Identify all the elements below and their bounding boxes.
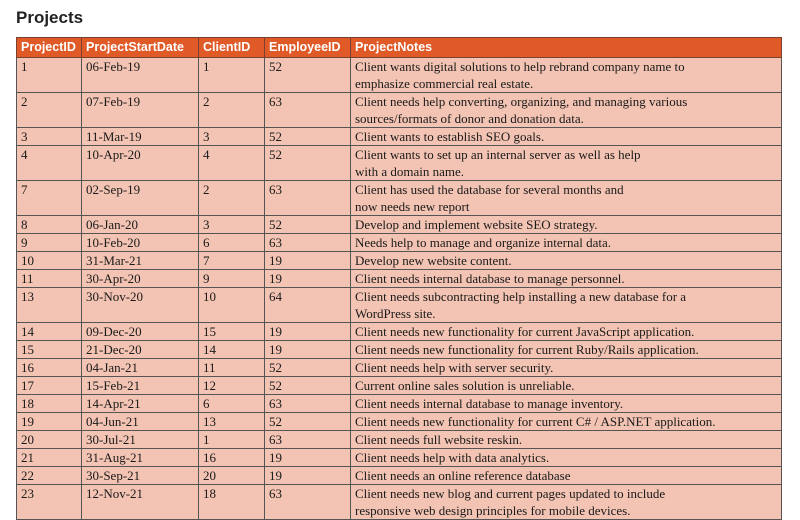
cell-project-notes: Client needs new functionality for current JavaScript application. xyxy=(351,323,782,341)
table-row xyxy=(17,270,782,288)
cell-client-id: 2 xyxy=(199,181,265,216)
cell-project-notes: Needs help to manage and organize internal data. xyxy=(351,234,782,252)
table-row xyxy=(17,181,782,216)
table-row xyxy=(17,288,782,323)
table-row xyxy=(17,449,782,467)
cell-client-id: 3 xyxy=(199,128,265,146)
cell-project-notes: Client needs subcontracting help installing a new database for a WordPress site. xyxy=(351,288,782,323)
cell-project-id: 21 xyxy=(17,449,82,467)
cell-employee-id: 63 xyxy=(265,181,351,216)
cell-employee-id: 52 xyxy=(265,359,351,377)
cell-project-notes: Client needs help with data analytics. xyxy=(351,449,782,467)
cell-client-id: 3 xyxy=(199,216,265,234)
cell-client-id: 10 xyxy=(199,288,265,323)
cell-project-notes: Client needs help converting, organizing, and managing various sources/formats of donor and donation data. xyxy=(351,93,782,128)
cell-employee-id: 52 xyxy=(265,128,351,146)
table-row xyxy=(17,58,782,93)
cell-client-id: 6 xyxy=(199,395,265,413)
cell-project-start-date: 14-Apr-21 xyxy=(82,395,199,413)
cell-client-id: 11 xyxy=(199,359,265,377)
cell-project-id: 8 xyxy=(17,216,82,234)
cell-project-id: 16 xyxy=(17,359,82,377)
cell-project-start-date: 15-Feb-21 xyxy=(82,377,199,395)
table-body xyxy=(17,58,782,520)
cell-project-id: 19 xyxy=(17,413,82,431)
cell-employee-id: 63 xyxy=(265,395,351,413)
cell-project-id: 17 xyxy=(17,377,82,395)
cell-project-notes: Client needs help with server security. xyxy=(351,359,782,377)
table-row xyxy=(17,323,782,341)
cell-client-id: 2 xyxy=(199,93,265,128)
cell-project-start-date: 02-Sep-19 xyxy=(82,181,199,216)
cell-client-id: 15 xyxy=(199,323,265,341)
cell-employee-id: 63 xyxy=(265,234,351,252)
cell-employee-id: 63 xyxy=(265,93,351,128)
cell-client-id: 20 xyxy=(199,467,265,485)
cell-client-id: 1 xyxy=(199,58,265,93)
header-project-notes: ProjectNotes xyxy=(351,38,782,58)
cell-project-id: 1 xyxy=(17,58,82,93)
cell-client-id: 16 xyxy=(199,449,265,467)
cell-project-start-date: 31-Mar-21 xyxy=(82,252,199,270)
cell-project-id: 14 xyxy=(17,323,82,341)
cell-client-id: 18 xyxy=(199,485,265,520)
cell-project-start-date: 04-Jun-21 xyxy=(82,413,199,431)
table-row xyxy=(17,341,782,359)
table-row xyxy=(17,359,782,377)
cell-project-notes: Client needs new functionality for current Ruby/Rails application. xyxy=(351,341,782,359)
cell-client-id: 12 xyxy=(199,377,265,395)
table-row xyxy=(17,216,782,234)
cell-project-id: 9 xyxy=(17,234,82,252)
page-title: Projects xyxy=(16,8,84,27)
cell-project-notes: Client wants to set up an internal server as well as help with a domain name. xyxy=(351,146,782,181)
cell-project-start-date: 10-Apr-20 xyxy=(82,146,199,181)
cell-project-start-date: 09-Dec-20 xyxy=(82,323,199,341)
cell-project-id: 15 xyxy=(17,341,82,359)
cell-project-start-date: 30-Apr-20 xyxy=(82,270,199,288)
cell-project-id: 11 xyxy=(17,270,82,288)
cell-project-start-date: 04-Jan-21 xyxy=(82,359,199,377)
table-row xyxy=(17,252,782,270)
cell-project-start-date: 30-Jul-21 xyxy=(82,431,199,449)
cell-employee-id: 52 xyxy=(265,413,351,431)
table-row xyxy=(17,146,782,181)
cell-client-id: 14 xyxy=(199,341,265,359)
cell-client-id: 4 xyxy=(199,146,265,181)
cell-project-id: 10 xyxy=(17,252,82,270)
cell-project-id: 18 xyxy=(17,395,82,413)
table-header-row xyxy=(17,38,782,58)
cell-project-notes: Client needs internal database to manage inventory. xyxy=(351,395,782,413)
cell-project-start-date: 21-Dec-20 xyxy=(82,341,199,359)
cell-employee-id: 52 xyxy=(265,58,351,93)
cell-client-id: 9 xyxy=(199,270,265,288)
table-row xyxy=(17,395,782,413)
cell-employee-id: 63 xyxy=(265,485,351,520)
header-client-id: ClientID xyxy=(199,38,265,58)
cell-project-notes: Client wants to establish SEO goals. xyxy=(351,128,782,146)
cell-project-id: 20 xyxy=(17,431,82,449)
cell-project-start-date: 31-Aug-21 xyxy=(82,449,199,467)
header-project-start-date: ProjectStartDate xyxy=(82,38,199,58)
table-row xyxy=(17,485,782,520)
cell-project-notes: Client needs internal database to manage personnel. xyxy=(351,270,782,288)
cell-client-id: 7 xyxy=(199,252,265,270)
cell-client-id: 1 xyxy=(199,431,265,449)
cell-employee-id: 19 xyxy=(265,270,351,288)
table-row xyxy=(17,377,782,395)
cell-employee-id: 52 xyxy=(265,146,351,181)
cell-employee-id: 52 xyxy=(265,216,351,234)
table-row xyxy=(17,413,782,431)
cell-project-start-date: 06-Jan-20 xyxy=(82,216,199,234)
cell-project-notes: Develop new website content. xyxy=(351,252,782,270)
cell-project-notes: Develop and implement website SEO strategy. xyxy=(351,216,782,234)
cell-project-notes: Client needs an online reference database xyxy=(351,467,782,485)
cell-project-id: 3 xyxy=(17,128,82,146)
cell-project-notes: Client needs new functionality for current C# / ASP.NET application. xyxy=(351,413,782,431)
cell-project-id: 23 xyxy=(17,485,82,520)
cell-employee-id: 64 xyxy=(265,288,351,323)
cell-client-id: 6 xyxy=(199,234,265,252)
cell-project-id: 22 xyxy=(17,467,82,485)
cell-project-id: 4 xyxy=(17,146,82,181)
table-row xyxy=(17,128,782,146)
cell-employee-id: 19 xyxy=(265,252,351,270)
cell-project-notes: Current online sales solution is unreliable. xyxy=(351,377,782,395)
cell-project-notes: Client has used the database for several months and now needs new report xyxy=(351,181,782,216)
cell-project-notes: Client needs new blog and current pages updated to include responsive web design principles for mobile devices. xyxy=(351,485,782,520)
table-row xyxy=(17,234,782,252)
cell-project-notes: Client needs full website reskin. xyxy=(351,431,782,449)
table-row xyxy=(17,467,782,485)
cell-employee-id: 63 xyxy=(265,431,351,449)
cell-project-id: 13 xyxy=(17,288,82,323)
cell-project-start-date: 07-Feb-19 xyxy=(82,93,199,128)
table-row xyxy=(17,431,782,449)
cell-employee-id: 19 xyxy=(265,467,351,485)
table-row xyxy=(17,93,782,128)
cell-project-id: 7 xyxy=(17,181,82,216)
cell-employee-id: 19 xyxy=(265,449,351,467)
cell-project-start-date: 30-Nov-20 xyxy=(82,288,199,323)
cell-project-start-date: 12-Nov-21 xyxy=(82,485,199,520)
cell-project-start-date: 30-Sep-21 xyxy=(82,467,199,485)
cell-project-start-date: 11-Mar-19 xyxy=(82,128,199,146)
cell-project-start-date: 06-Feb-19 xyxy=(82,58,199,93)
projects-table xyxy=(16,37,782,520)
cell-employee-id: 19 xyxy=(265,323,351,341)
cell-project-start-date: 10-Feb-20 xyxy=(82,234,199,252)
cell-employee-id: 19 xyxy=(265,341,351,359)
header-project-id: ProjectID xyxy=(17,38,82,58)
header-employee-id: EmployeeID xyxy=(265,38,351,58)
cell-project-id: 2 xyxy=(17,93,82,128)
cell-employee-id: 52 xyxy=(265,377,351,395)
cell-client-id: 13 xyxy=(199,413,265,431)
cell-project-notes: Client wants digital solutions to help rebrand company name to emphasize commercial real estate. xyxy=(351,58,782,93)
